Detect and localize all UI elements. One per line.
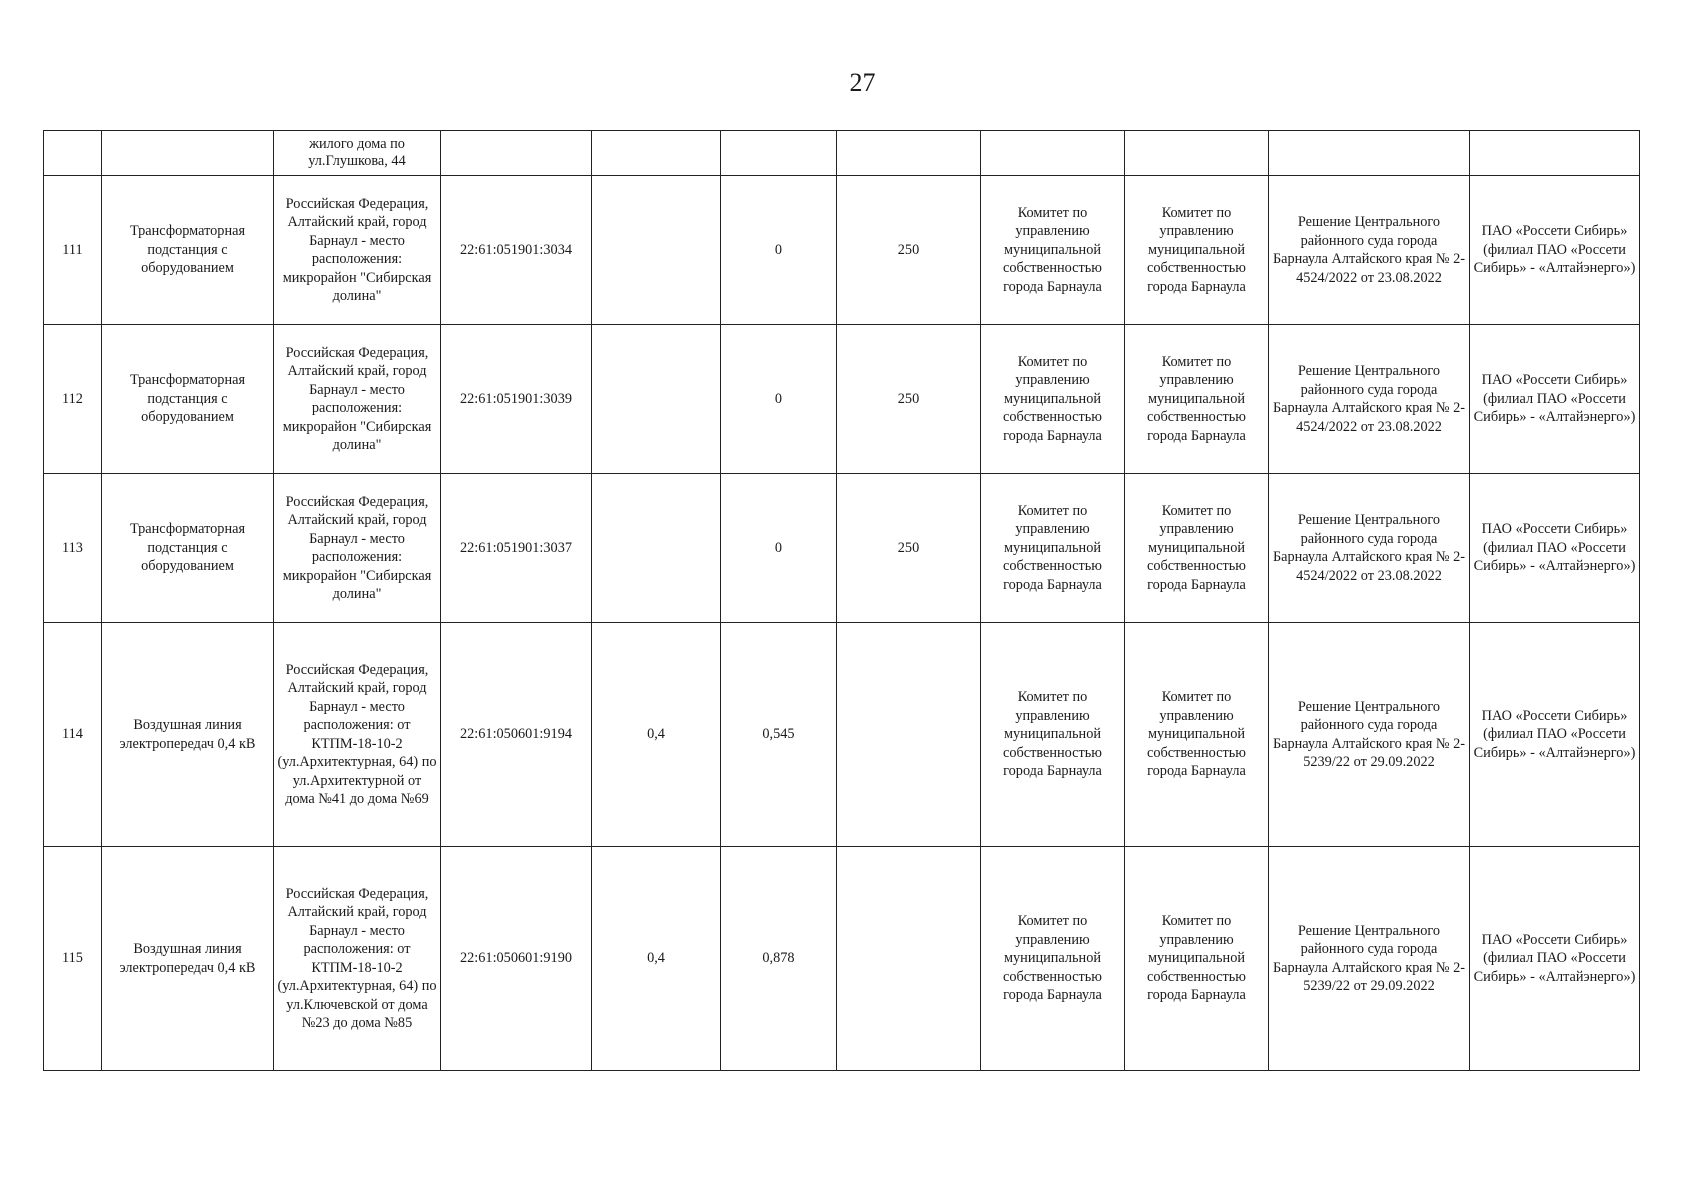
cell-length: 0 — [721, 176, 837, 325]
cell-operator — [1470, 131, 1640, 176]
cell-holder: Комитет по управлению муниципальной собственностью города Барнаула — [981, 847, 1125, 1071]
cell-operator: ПАО «Россети Сибирь» (филиал ПАО «Россети Сибирь» - «Алтайэнерго») — [1470, 325, 1640, 474]
cell-object-name — [102, 131, 274, 176]
cell-object-name: Воздушная линия электропередач 0,4 кВ — [102, 623, 274, 847]
cell-length: 0 — [721, 325, 837, 474]
property-registry-table — [43, 130, 1640, 1071]
page-number: 27 — [849, 68, 876, 97]
table-body — [44, 131, 1640, 1071]
cell-operator: ПАО «Россети Сибирь» (филиал ПАО «Россети Сибирь» - «Алтайэнерго») — [1470, 847, 1640, 1071]
cell-operator: ПАО «Россети Сибирь» (филиал ПАО «Россети Сибирь» - «Алтайэнерго») — [1470, 623, 1640, 847]
cell-address: Российская Федерация, Алтайский край, город Барнаул - место расположения: от КТПМ-18-10-2 (ул.Архитектурная, 64) по ул.Архитектурной от дома №41 до дома №69 — [274, 623, 441, 847]
cell-address: Российская Федерация, Алтайский край, город Барнаул - место расположения: микрорайон "Сибирская долина" — [274, 176, 441, 325]
cell-basis: Решение Центрального районного суда города Барнаула Алтайского края № 2-4524/2022 от 23.08.2022 — [1269, 474, 1470, 623]
table-row-continuation — [44, 131, 1640, 176]
cell-object-name: Трансформаторная подстанция с оборудованием — [102, 474, 274, 623]
cell-address: Российская Федерация, Алтайский край, город Барнаул - место расположения: микрорайон "Сибирская долина" — [274, 474, 441, 623]
cell-voltage — [592, 325, 721, 474]
table-row — [44, 847, 1640, 1071]
cell-object-name: Воздушная линия электропередач 0,4 кВ — [102, 847, 274, 1071]
table-row — [44, 623, 1640, 847]
cell-power — [837, 131, 981, 176]
cell-address: Российская Федерация, Алтайский край, город Барнаул - место расположения: микрорайон "Сибирская долина" — [274, 325, 441, 474]
cell-number — [44, 131, 102, 176]
cell-length — [721, 131, 837, 176]
cell-holder: Комитет по управлению муниципальной собственностью города Барнаула — [981, 325, 1125, 474]
cell-basis: Решение Центрального районного суда города Барнаула Алтайского края № 2-4524/2022 от 23.08.2022 — [1269, 325, 1470, 474]
cell-operator: ПАО «Россети Сибирь» (филиал ПАО «Россети Сибирь» - «Алтайэнерго») — [1470, 176, 1640, 325]
cell-object-name: Трансформаторная подстанция с оборудованием — [102, 325, 274, 474]
cell-object-name: Трансформаторная подстанция с оборудованием — [102, 176, 274, 325]
cell-applicant — [1125, 131, 1269, 176]
cell-number: 113 — [44, 474, 102, 623]
cell-address: жилого дома по ул.Глушкова, 44 — [274, 131, 441, 176]
cell-applicant: Комитет по управлению муниципальной собственностью города Барнаула — [1125, 847, 1269, 1071]
cell-address: Российская Федерация, Алтайский край, город Барнаул - место расположения: от КТПМ-18-10-2 (ул.Архитектурная, 64) по ул.Ключевской от дома №23 до дома №85 — [274, 847, 441, 1071]
cell-operator: ПАО «Россети Сибирь» (филиал ПАО «Россети Сибирь» - «Алтайэнерго») — [1470, 474, 1640, 623]
cell-number: 115 — [44, 847, 102, 1071]
cell-basis: Решение Центрального районного суда города Барнаула Алтайского края № 2-5239/22 от 29.09.2022 — [1269, 847, 1470, 1071]
cell-voltage: 0,4 — [592, 623, 721, 847]
cell-holder — [981, 131, 1125, 176]
cell-power: 250 — [837, 176, 981, 325]
cell-basis — [1269, 131, 1470, 176]
cell-cadastral-number: 22:61:051901:3037 — [441, 474, 592, 623]
table-row — [44, 325, 1640, 474]
cell-applicant: Комитет по управлению муниципальной собственностью города Барнаула — [1125, 623, 1269, 847]
cell-cadastral-number: 22:61:051901:3034 — [441, 176, 592, 325]
cell-cadastral-number: 22:61:050601:9190 — [441, 847, 592, 1071]
cell-applicant: Комитет по управлению муниципальной собственностью города Барнаула — [1125, 325, 1269, 474]
cell-cadastral-number — [441, 131, 592, 176]
cell-holder: Комитет по управлению муниципальной собственностью города Барнаула — [981, 474, 1125, 623]
cell-power: 250 — [837, 325, 981, 474]
cell-cadastral-number: 22:61:050601:9194 — [441, 623, 592, 847]
cell-basis: Решение Центрального районного суда города Барнаула Алтайского края № 2-5239/22 от 29.09.2022 — [1269, 623, 1470, 847]
cell-voltage — [592, 176, 721, 325]
cell-number: 111 — [44, 176, 102, 325]
cell-voltage: 0,4 — [592, 847, 721, 1071]
cell-number: 112 — [44, 325, 102, 474]
cell-number: 114 — [44, 623, 102, 847]
cell-length: 0,878 — [721, 847, 837, 1071]
cell-voltage — [592, 131, 721, 176]
cell-cadastral-number: 22:61:051901:3039 — [441, 325, 592, 474]
cell-length: 0 — [721, 474, 837, 623]
cell-applicant: Комитет по управлению муниципальной собственностью города Барнаула — [1125, 474, 1269, 623]
cell-power — [837, 623, 981, 847]
table-row — [44, 474, 1640, 623]
cell-voltage — [592, 474, 721, 623]
cell-holder: Комитет по управлению муниципальной собственностью города Барнаула — [981, 623, 1125, 847]
cell-length: 0,545 — [721, 623, 837, 847]
cell-applicant: Комитет по управлению муниципальной собственностью города Барнаула — [1125, 176, 1269, 325]
cell-power: 250 — [837, 474, 981, 623]
cell-basis: Решение Центрального районного суда города Барнаула Алтайского края № 2-4524/2022 от 23.08.2022 — [1269, 176, 1470, 325]
cell-power — [837, 847, 981, 1071]
table-row — [44, 176, 1640, 325]
cell-holder: Комитет по управлению муниципальной собственностью города Барнаула — [981, 176, 1125, 325]
